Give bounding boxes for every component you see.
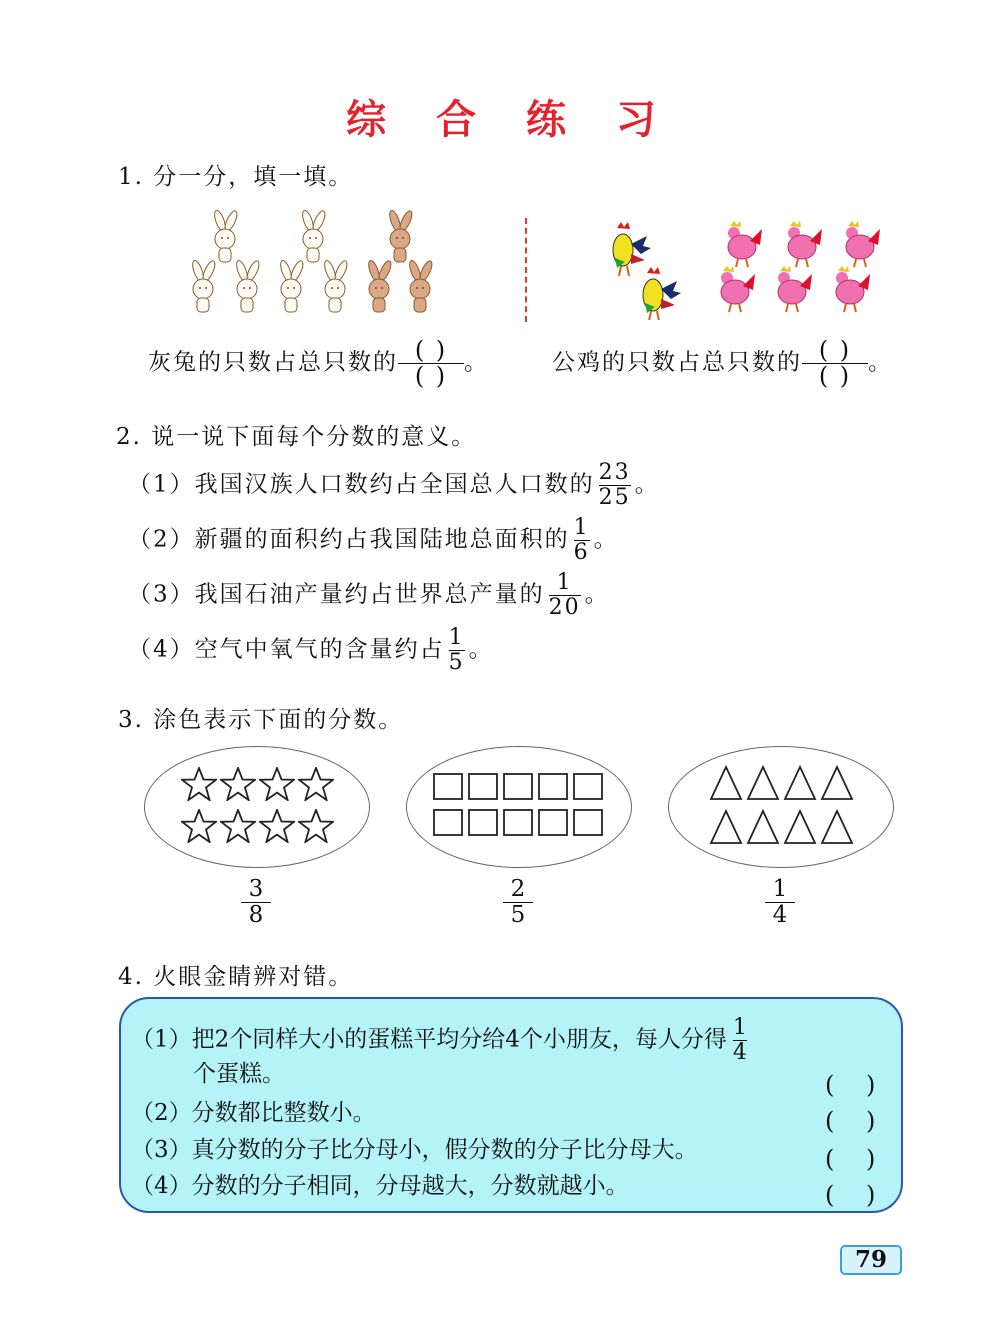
square-shape[interactable] xyxy=(468,773,500,805)
square-group xyxy=(406,746,632,868)
q4-item xyxy=(131,1131,698,1164)
q1-heading: 1. 分一分，填一填。 xyxy=(118,164,354,190)
page-number: 79 xyxy=(840,1245,902,1275)
q4-item-text: （1）把2个同样大小的蛋糕平均分给4个小朋友，每人分得 xyxy=(131,1026,727,1053)
divider-line xyxy=(525,218,527,322)
fraction: $\frac{1}{5}$ xyxy=(448,625,465,675)
q2-item: （2）新疆的面积约占我国陆地总面积的 $\frac{1}{6}$ 。 xyxy=(128,515,619,565)
rabbits-illustration xyxy=(170,210,460,320)
triangle-shape[interactable] xyxy=(783,809,817,849)
q1-left-text: 灰兔的只数占总只数的 xyxy=(148,349,398,376)
q3-heading: 3. 涂色表示下面的分数。 xyxy=(118,707,404,733)
page-title: 综 合 练 习 xyxy=(346,97,674,143)
q4-item xyxy=(131,1094,376,1127)
square-shape[interactable] xyxy=(538,809,570,841)
star-shape[interactable] xyxy=(181,809,217,847)
q3-fraction: $\frac{1}{4}$ xyxy=(761,878,801,927)
star-group xyxy=(144,746,370,868)
triangle-shape[interactable] xyxy=(709,809,743,849)
q4-item-text: （2）分数都比整数小。 xyxy=(131,1100,376,1126)
star-shape[interactable] xyxy=(298,767,334,805)
fraction: $\frac{1}{4}$ xyxy=(732,1015,747,1065)
star-shape[interactable] xyxy=(259,809,295,847)
answer-blank[interactable]: ( ) xyxy=(825,1145,888,1173)
q2-heading: 2. 说一说下面每个分数的意义。 xyxy=(116,424,477,450)
q3-fraction: $\frac{2}{5}$ xyxy=(499,878,539,927)
fraction: $\frac{1}{20}$ xyxy=(548,570,581,620)
q3-fraction: $\frac{3}{8}$ xyxy=(237,878,277,927)
triangle-shape[interactable] xyxy=(746,809,780,849)
q2-item: （4）空气中氧气的含量约占 $\frac{1}{5}$ 。 xyxy=(128,625,494,675)
square-shape[interactable] xyxy=(538,773,570,805)
star-shape[interactable] xyxy=(259,767,295,805)
fraction: $\frac{1}{6}$ xyxy=(573,515,590,565)
true-false-box xyxy=(119,997,903,1213)
q2-item-text: （4）空气中氧气的含量约占 xyxy=(128,636,445,663)
q1-right-question: 公鸡的只数占总只数的 ( ) ( ) 。 xyxy=(552,336,893,391)
q4-item-continuation: 个蛋糕。 xyxy=(193,1061,285,1087)
q1-right-text: 公鸡的只数占总只数的 xyxy=(552,349,802,376)
q1-left-question: 灰兔的只数占总只数的 ( ) ( ) 。 xyxy=(148,336,489,391)
triangle-group xyxy=(668,746,894,868)
square-shape[interactable] xyxy=(573,809,605,841)
answer-blank[interactable]: ( ) xyxy=(825,1071,888,1099)
fraction: $\frac{23}{25}$ xyxy=(598,460,631,510)
triangle-shape[interactable] xyxy=(746,765,780,805)
chickens-illustration xyxy=(595,215,895,320)
q4-item xyxy=(131,1167,629,1200)
q4-item-text: （4）分数的分子相同，分母越大，分数就越小。 xyxy=(131,1173,629,1199)
square-shape[interactable] xyxy=(503,773,535,805)
triangle-shape[interactable] xyxy=(820,765,854,805)
q4-heading: 4. 火眼金睛辨对错。 xyxy=(118,964,354,990)
star-shape[interactable] xyxy=(181,767,217,805)
q2-item: （1）我国汉族人口数约占全国总人口数的 $\frac{23}{25}$ 。 xyxy=(128,460,660,510)
square-shape[interactable] xyxy=(503,809,535,841)
star-shape[interactable] xyxy=(220,809,256,847)
q2-item-text: （1）我国汉族人口数约占全国总人口数的 xyxy=(128,471,595,498)
triangle-shape[interactable] xyxy=(783,765,817,805)
answer-blank[interactable]: ( ) xyxy=(825,1107,888,1135)
fraction-blank[interactable]: ( ) ( ) xyxy=(802,338,868,389)
fraction-blank[interactable]: ( ) ( ) xyxy=(398,338,464,389)
q2-item: （3）我国石油产量约占世界总产量的 $\frac{1}{20}$ 。 xyxy=(128,570,610,620)
answer-blank[interactable]: ( ) xyxy=(825,1181,888,1209)
square-shape[interactable] xyxy=(468,809,500,841)
q4-item-text: （3）真分数的分子比分母小，假分数的分子比分母大。 xyxy=(131,1137,698,1163)
square-shape[interactable] xyxy=(433,809,465,841)
star-shape[interactable] xyxy=(220,767,256,805)
q2-item-text: （2）新疆的面积约占我国陆地总面积的 xyxy=(128,526,570,553)
triangle-shape[interactable] xyxy=(709,765,743,805)
star-shape[interactable] xyxy=(298,809,334,847)
square-shape[interactable] xyxy=(573,773,605,805)
square-shape[interactable] xyxy=(433,773,465,805)
q2-item-text: （3）我国石油产量约占世界总产量的 xyxy=(128,581,545,608)
triangle-shape[interactable] xyxy=(820,809,854,849)
